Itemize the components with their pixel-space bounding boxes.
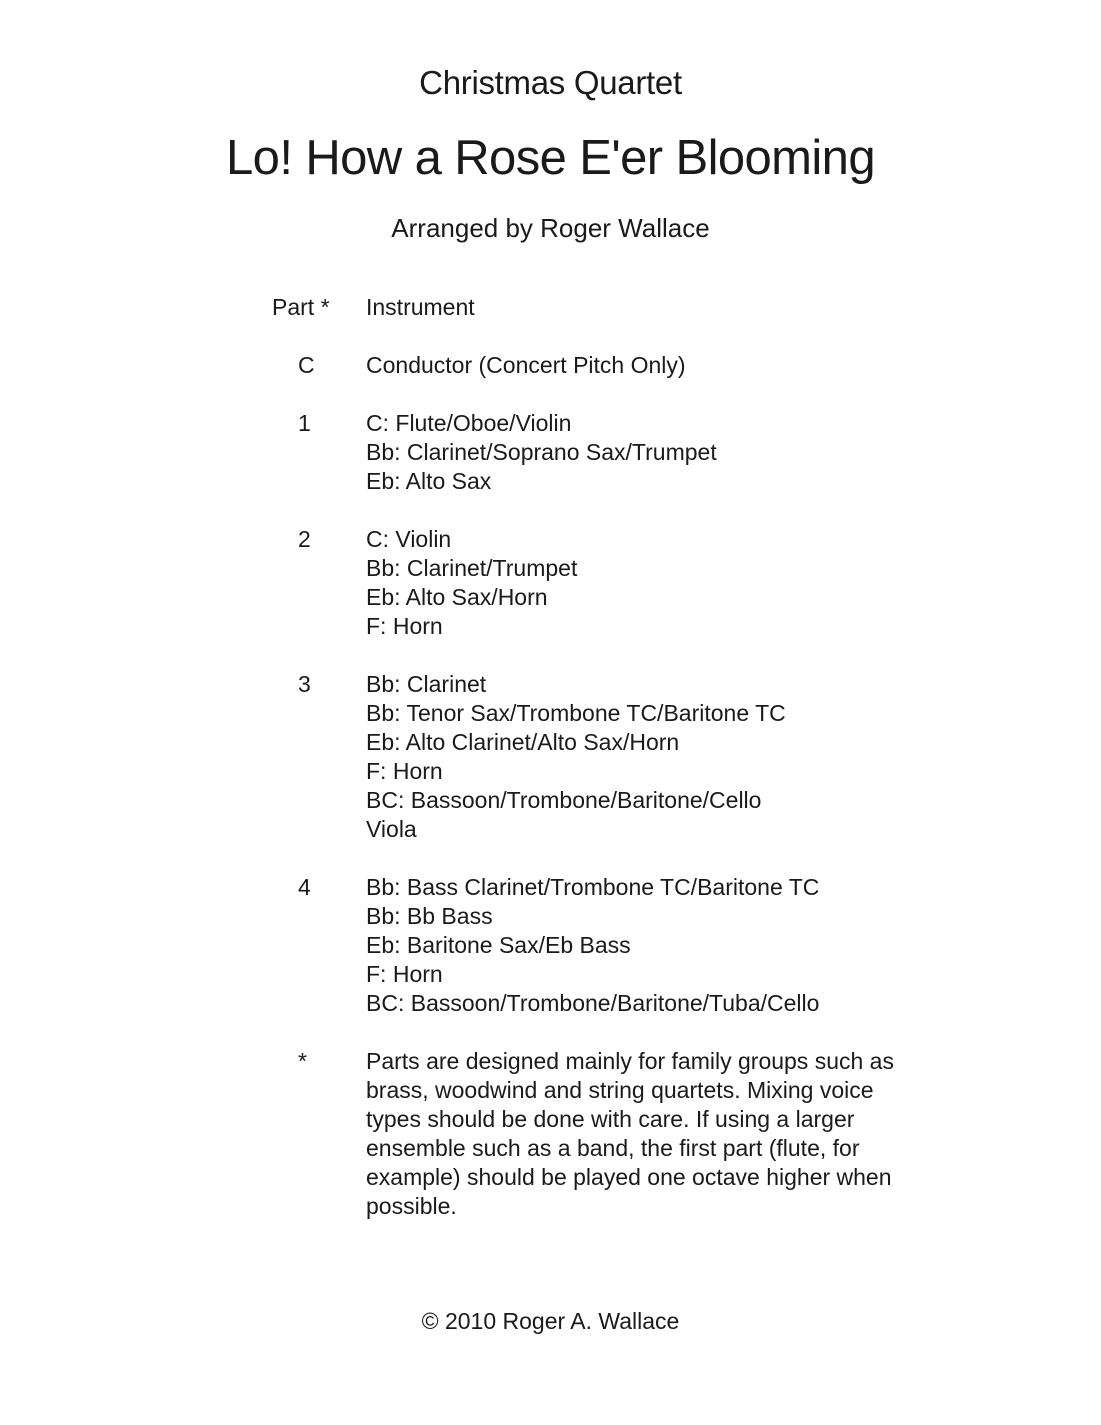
footnote-text: Parts are designed mainly for family groups such as brass, woodwind and string quartets. Mixing voice types should be done with care. If using a larger ensemble such as a band, the first part (flute, for example) should be played one octave higher when possible. bbox=[366, 1048, 894, 1219]
copyright-notice: © 2010 Roger A. Wallace bbox=[421, 1308, 680, 1334]
instrument-line: F: Horn bbox=[366, 961, 443, 987]
instrument-line: BC: Bassoon/Trombone/Baritone/Tuba/Cello bbox=[366, 990, 820, 1016]
instrument-line: F: Horn bbox=[366, 758, 443, 784]
instrument-line: Eb: Baritone Sax/Eb Bass bbox=[366, 932, 631, 958]
part-row bbox=[250, 409, 950, 496]
footnote-marker: * bbox=[298, 1048, 307, 1074]
instrument-line: BC: Bassoon/Trombone/Baritone/Cello bbox=[366, 787, 762, 813]
part-row bbox=[250, 670, 950, 844]
page-title: Lo! How a Rose E'er Blooming bbox=[226, 131, 875, 185]
instrument-line: Conductor (Concert Pitch Only) bbox=[366, 352, 686, 378]
part-label: C bbox=[298, 352, 315, 378]
instrument-list bbox=[366, 670, 950, 844]
instrument-line: F: Horn bbox=[366, 613, 443, 639]
instrument-line: Eb: Alto Sax bbox=[366, 468, 492, 494]
instrument-line: Eb: Alto Clarinet/Alto Sax/Horn bbox=[366, 729, 680, 755]
part-label: 3 bbox=[298, 671, 311, 697]
instrument-list bbox=[366, 409, 950, 496]
instrument-line: C: Violin bbox=[366, 526, 452, 552]
instrument-line: Bb: Clarinet bbox=[366, 671, 487, 697]
parts-table bbox=[250, 293, 950, 1250]
instrument-line: C: Flute/Oboe/Violin bbox=[366, 410, 572, 436]
parts-list bbox=[250, 351, 950, 1018]
series-title: Christmas Quartet bbox=[419, 64, 682, 101]
instrument-line: Bb: Bass Clarinet/Trombone TC/Baritone TC bbox=[366, 874, 820, 900]
part-row bbox=[250, 351, 950, 380]
instrument-list bbox=[366, 351, 950, 380]
parts-table-header bbox=[250, 293, 950, 351]
column-header-instrument: Instrument bbox=[366, 294, 475, 320]
footnote bbox=[250, 1047, 950, 1221]
instrument-line: Bb: Clarinet/Soprano Sax/Trumpet bbox=[366, 439, 717, 465]
instrument-line: Bb: Clarinet/Trumpet bbox=[366, 555, 578, 581]
column-header-part: Part * bbox=[272, 294, 330, 320]
instrument-list bbox=[366, 525, 950, 641]
instrument-line: Bb: Bb Bass bbox=[366, 903, 493, 929]
instrument-list bbox=[366, 873, 950, 1018]
arranger-credit: Arranged by Roger Wallace bbox=[391, 213, 710, 243]
part-row bbox=[250, 873, 950, 1018]
instrument-line: Bb: Tenor Sax/Trombone TC/Baritone TC bbox=[366, 700, 786, 726]
part-label: 1 bbox=[298, 410, 311, 436]
part-row bbox=[250, 525, 950, 641]
part-label: 2 bbox=[298, 526, 311, 552]
instrument-line: Viola bbox=[366, 816, 417, 842]
instrument-line: Eb: Alto Sax/Horn bbox=[366, 584, 548, 610]
part-label: 4 bbox=[298, 874, 311, 900]
